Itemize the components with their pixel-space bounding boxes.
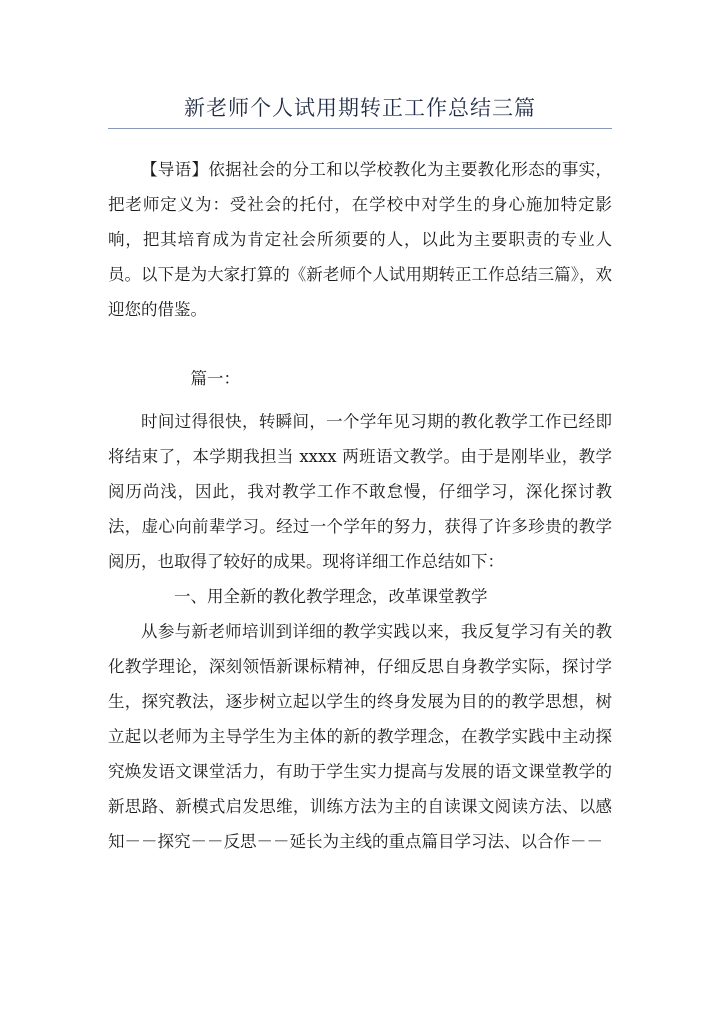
intro-paragraph: 【导语】依据社会的分工和以学校教化为主要教化形态的事实，把老师定义为：受社会的托付，在学校中对学生的身心施加特定影响，把其培育成为肯定社会所须要的人，以此为主要职责的专业人员。以下是为大家打算的《新老师个人试用期转正工作总结三篇》，欢迎您的借鉴。 bbox=[108, 160, 612, 319]
document-body bbox=[108, 152, 612, 859]
title-divider bbox=[108, 128, 612, 129]
section-heading: 篇一： bbox=[190, 369, 240, 388]
spacer bbox=[108, 327, 612, 364]
subheading-1: 一、用全新的教化教学理念，改革课堂教学 bbox=[174, 587, 488, 606]
body-paragraph-2: 从参与新老师培训到详细的教学实践以来，我反复学习有关的教化教学理论，深刻领悟新课标精神，仔细反思自身教学实际，探讨学生，探究教法，逐步树立起以学生的终身发展为目的的教学思想，树立起以老师为主导学生为主体的新的教学理念，在教学实践中主动探究焕发语文课堂活力，有助于学生实力提高与发展的语文课堂教学的新思路、新模式启发思维，训练方法为主的自读课文阅读方法、以感知－－探究－－反思－－延长为主线的重点篇目学习法、以合作－－ bbox=[108, 622, 612, 851]
body-paragraph-1: 时间过得很快，转瞬间，一个学年见习期的教化教学工作已经即将结束了，本学期我担当 xxxx 两班语文教学。由于是刚毕业，教学阅历尚浅，因此，我对教学工作不敢怠慢，仔细学习，深化探讨教法，虚心向前辈学习。经过一个学年的努力，获得了许多珍贵的教学阅历，也取得了较好的成果。现将详细工作总结如下： bbox=[108, 412, 612, 571]
document-title: 新老师个人试用期转正工作总结三篇 bbox=[184, 96, 536, 120]
spacer bbox=[108, 394, 612, 404]
